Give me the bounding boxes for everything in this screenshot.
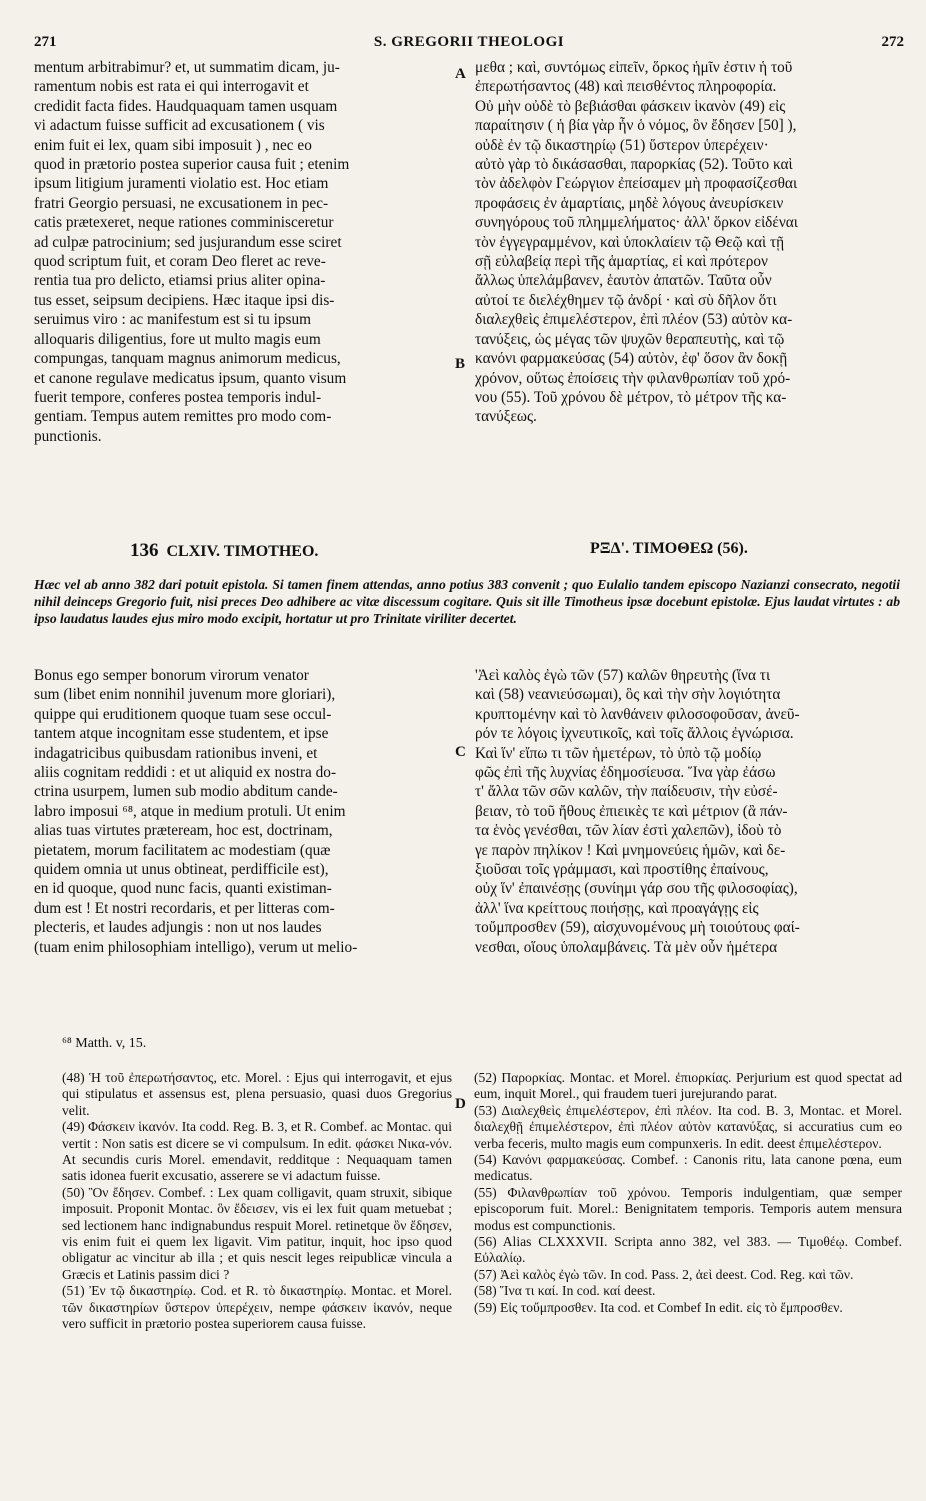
greek-letter-line: ξιοῦσαι τοῖς γράμμασι, καὶ προστίθης ἐπαίνους, — [475, 861, 769, 879]
latin-text-line: rentia tua pro delicto, etiamsi prius aliter opina- — [34, 272, 326, 290]
latin-text-line: tus esset, seipsum decipiens. Hæc itaque ipsi dis- — [34, 291, 335, 309]
footnotes-left — [62, 1070, 452, 1333]
footnote: (58) Ἵνα τι καί. In cod. καί deest. — [474, 1283, 656, 1299]
latin-letter-line: (tuam enim philosophiam intelligo), verum ut melio- — [34, 938, 358, 956]
greek-letter-line: κρυπτομένην καὶ τὸ λανθάνειν φιλοσοφοῦσαν, ἀνεῦ- — [475, 705, 800, 723]
greek-letter-line: γε παρὸν πηλίκον ! Καὶ μνημονεύεις ἡμῶν, καὶ δε- — [475, 841, 786, 859]
latin-text-line: enim fuit ei lex, quam sibi imposuit ) , nec eo — [34, 136, 312, 154]
latin-letter-heading — [130, 540, 318, 562]
greek-letter-line: φῶς ἐπὶ τῆς λυχνίας ἐδημοσίευσα. Ἵνα γὰρ ἐάσω — [475, 764, 776, 782]
latin-letter-line: aliis cognitam reddidi : et ut aliquid ex nostra do- — [34, 764, 337, 782]
greek-letter-line: τα ἑνὸς γενέσθαι, τῶν λίαν ἐστὶ χαλεπῶν), ἰδοὺ τὸ — [475, 822, 782, 840]
greek-letter-text — [475, 666, 901, 957]
greek-text-line: τὸν ἀδελφὸν Γεώργιον ἐπείσαμεν μὴ προφασίζεσθαι — [475, 175, 798, 193]
editorial-introduction: Hæc vel ab anno 382 dari potuit epistola. Si tamen finem attendas, anno potius 383 convenit ; quo Eulalio tandem episcopo Nazianzi consecrato, negotii nihil deinceps Gregorio fuit, nisi preces Deo adhibere ac vitæ discessum cogitare. Quis sit ille Timotheus ipsæ docebunt epistolæ. Ejus laudat virtutes : ab ipso laudatus laudes ejus miro modo excipit, hortatur ut pro Trinitate viriliter decertet. — [34, 577, 900, 626]
footnote: (54) Κανόνι φαρμακεύσας. Combef. : Canonis ritu, lata canone pœna, eum medicatus. — [474, 1152, 902, 1184]
footnote: (56) Alias CLXXXVII. Scripta anno 382, vel 383. — Τιμοθέῳ. Combef. Εὐλαλίῳ. — [474, 1234, 902, 1266]
latin-text-line: seruimus viro : ac manifestum est si tu ipsum — [34, 311, 312, 329]
latin-letter-line: labro imposui ⁶⁸, atque in medium protuli. Ut enim — [34, 802, 346, 820]
greek-text-line: συνηγόρους τοῦ πλημμελήματος· ἀλλ' ὅρκον εἰδέναι — [475, 214, 798, 232]
greek-text-line: χρόνον, οὕτως ἐποίσεις τὴν φιλανθρωπίαν τοῦ χρό- — [475, 369, 791, 387]
footnote: (52) Παρορκίας. Montac. et Morel. ἐπιορκίας. Perjurium est quod spectat ad eum, inquit Morel., qui fraudem tueri jurejurando parat. — [474, 1070, 902, 1102]
footnote: (53) Διαλεχθεὶς ἐπιμελέστερον, ἐπὶ πλέον. Ita cod. B. 3, Montac. et Morel. διαλεχθῇ ἐπιμελέστερον, ἐπὶ πλέον αὐτὸν κατανύξας, si accuratius cum eo verba feceris, multo magis eum compunxeris. In edit. deest ἐπιμελέστερον. — [474, 1102, 902, 1151]
greek-letter-line: νεσθαι, οἵους ὑπολαμβάνεις. Τὰ μὲν οὖν ἡμέτερα — [475, 938, 778, 956]
latin-text-line: alloquaris diligentius, fore ut multo magis eum — [34, 330, 321, 348]
latin-letter-line: pietatem, morum facilitatem ac modestiam (quæ — [34, 841, 331, 859]
latin-text-line: ad culpæ patrocinium; sed jusjurandum esse sciret — [34, 233, 342, 251]
latin-column-top — [34, 58, 452, 446]
greek-text-line: προφάσεις ἐν ἁμαρτίαις, μηδὲ λόγους ἀνευρίσκειν — [475, 194, 784, 212]
latin-text-line: gentiam. Tempus autem remittes pro modo com- — [34, 408, 332, 426]
left-page-number: 271 — [34, 34, 57, 50]
greek-letter-heading: ΡΞΔ'. ΤΙΜΟΘΕΩ (56). — [590, 540, 748, 557]
margin-marker-d: D — [455, 1096, 466, 1112]
latin-text-line: fuerit tempore, conferes postea temporis indul- — [34, 388, 322, 406]
greek-letter-line: ἀλλ' ἵνα κρείττους ποιήσῃς, καὶ προαγάγῃς εἰς — [475, 899, 759, 917]
latin-text-line: ramentum nobis est rata ei qui interrogavit et — [34, 78, 309, 96]
greek-text-line: ἐπερωτήσαντος (48) καὶ πεισθέντος πληροφορία. — [475, 78, 777, 96]
greek-text-line: διαλεχθεὶς ἐπιμελέστερον, ἐπὶ πλέον (53) αὐτὸν κα- — [475, 311, 793, 329]
footnote: (59) Εἰς τοὔμπροσθεν. Ita cod. et Combef In edit. εἰς τὸ ἔμπροσθεν. — [474, 1299, 843, 1315]
latin-letter-line: plecteris, et laudes adjungis : non ut nos laudes — [34, 919, 322, 937]
footnote: (55) Φιλανθρωπίαν τοῦ χρόνου. Temporis indulgentiam, quæ semper episcoporum fuit. Morel.: Benignitatem temporis. Temporis autem mensura modus est compunctionis. — [474, 1184, 902, 1233]
greek-text-line: σῇ εὐλαβείᾳ περὶ τῆς ἁμαρτίας, εἰ καὶ πρότερον — [475, 253, 768, 271]
greek-letter-line: τ' ἄλλα τῶν σῶν καλῶν, τὴν παίδευσιν, τὴν εὐσέ- — [475, 783, 778, 801]
scripture-footnote: ⁶⁸ Matth. v, 15. — [62, 1036, 147, 1051]
greek-text-line: οὐδὲ ἐν τῷ δικαστηρίῳ (51) ὕστερον ὑπερέχειν· — [475, 136, 769, 154]
latin-text-line: punctionis. — [34, 427, 102, 445]
latin-text-line: vi adactum fuisse sufficit ad excusationem ( vis — [34, 117, 325, 135]
greek-letter-line: οὐχ ἵν' ἐπαινέσῃς (συνίημι γάρ σου τῆς φιλοσοφίας), — [475, 880, 798, 898]
footnote: (49) Φάσκειν ἱκανόν. Ita codd. Reg. B. 3, et R. Combef. ac Montac. qui vertit : Non satis est dicere se vi compulsum. In edit. φάσκει Νικα-νόν. At secundis curis Morel. emendavit, redditque : Nequaquam tamen satis idonea fuerit excusatio, asserere se vi adactum fuisse. — [62, 1119, 452, 1184]
right-page-number: 272 — [881, 34, 904, 50]
greek-text-line: αὐτοί τε διελέχθημεν τῷ ἀνδρί · καὶ σὺ δῆλον ὅτι — [475, 291, 777, 309]
latin-text-line: quod in prætorio postea superior causa fuit ; etenim — [34, 156, 350, 174]
latin-letter-line: sum (libet enim nonnihil juvenum more gloriari), — [34, 686, 336, 704]
latin-letter-line: dum est ! Et nostri recordaris, et per litteras com- — [34, 899, 335, 917]
greek-column-top — [475, 58, 901, 427]
greek-text-line: τὸν ἐγγεγραμμένον, καὶ ὑποκλαίειν τῷ Θεῷ καὶ τῇ — [475, 233, 785, 251]
letter-number: 136 — [130, 540, 159, 561]
running-header — [34, 34, 904, 56]
footnote: (57) Ἀεὶ καλὸς ἐγὼ τῶν. In cod. Pass. 2, ἀεὶ deest. Cod. Reg. καὶ τῶν. — [474, 1266, 854, 1282]
greek-text-line: αὐτὸ γὰρ τὸ δικάσασθαι, παρορκίας (52). Τοῦτο καὶ — [475, 156, 793, 174]
latin-letter-line: indagatricibus quibusdam rationibus inveni, et — [34, 744, 318, 762]
latin-text-line: catis prætexeret, neque rationes comminisceretur — [34, 214, 334, 232]
latin-letter-line: Bonus ego semper bonorum virorum venator — [34, 667, 309, 684]
latin-text-line: credidit facta fides. Haudquaquam tamen usquam — [34, 97, 338, 115]
margin-marker-a: A — [455, 66, 466, 82]
latin-letter-line: quidem omnia ut unus obtineat, perdifficile est), — [34, 861, 329, 879]
greek-letter-line: ρόν τε λόγοις ἰχνευτικοῖς, καὶ τοῖς ἄλλοις ἐγνώρισα. — [475, 725, 794, 743]
latin-text-line: quod scriptum fuit, et coram Deo fleret ac reve- — [34, 253, 326, 271]
greek-letter-line: βειαν, τὸ τοῦ ἤθους ἐπιεικὲς τε καὶ μέτριον (ἃ πάν- — [475, 802, 788, 820]
latin-letter-title: CLXIV. TIMOTHEO. — [166, 543, 319, 560]
margin-marker-b: B — [455, 356, 466, 372]
greek-letter-line: τοὔμπροσθεν (59), αἰσχυνομένους μὴ τοιούτους φαί- — [475, 919, 800, 937]
latin-letter-text — [34, 666, 452, 957]
latin-text-line: mentum arbitrabimur? et, ut summatim dicam, ju- — [34, 59, 340, 76]
latin-text-line: compungas, tanquam magnus animorum medicus, — [34, 350, 341, 368]
greek-text-line: τανύξεως. — [475, 408, 537, 426]
latin-letter-line: ctrina usurpem, lumen sub modio abditum cande- — [34, 783, 338, 801]
greek-text-line: νου (55). Τοῦ χρόνου δὲ μέτρον, τὸ μέτρον τῆς κα- — [475, 388, 787, 406]
greek-text-line: μεθα ; καὶ, συντόμως εἰπεῖν, ὅρκος ἡμῖν ἐστιν ἡ τοῦ — [475, 59, 793, 76]
greek-text-line: τανύξεις, ὡς μέγας τῶν ψυχῶν θεραπευτὴς, καὶ τῷ — [475, 330, 785, 348]
latin-letter-line: alias tuas virtutes præteream, hoc est, doctrinam, — [34, 822, 333, 840]
latin-text-line: et canone regulave medicatus ipsum, quanto visum — [34, 369, 347, 387]
footnotes-right — [474, 1070, 902, 1316]
margin-marker-c: C — [455, 744, 466, 760]
latin-letter-line: quippe qui eruditionem quoque tuam sese occul- — [34, 705, 332, 723]
greek-text-line: παραίτησιν ( ἡ βία γὰρ ἦν ὁ νόμος, ὃν ἔδησεν [50] ), — [475, 117, 797, 135]
latin-text-line: ipsum litigium juramenti violatio est. Hoc etiam — [34, 175, 329, 193]
greek-text-line: Οὐ μὴν οὐδὲ τὸ βεβιάσθαι φάσκειν ἱκανὸν (49) εἰς — [475, 97, 786, 115]
latin-text-line: fratri Georgio persuasi, ne excusationem in pec- — [34, 194, 329, 212]
footnote: (48) Ἡ τοῦ ἐπερωτήσαντος, etc. Morel. : Ejus qui interrogavit, et ejus qui stipulatus et assensus est, plena persuasio, quasi duos Gregorius velit. — [62, 1070, 452, 1118]
running-title: S. GREGORII THEOLOGI — [373, 34, 565, 50]
latin-letter-line: tantem atque incognitam esse studentem, et ipse — [34, 725, 329, 743]
greek-letter-line: καὶ (58) νεανιεύσωμαι), ὃς καὶ τὴν σὴν λογιότητα — [475, 686, 781, 704]
footnote: (50) Ὃν ἔδησεν. Combef. : Lex quam colligavit, quam struxit, sibique imposuit. Proponit Montac. ὃν ἔδεισεν, vis ei lex fuit quam metuebat ; sed lectionem hanc indignabundus respuit Morel. retinetque ὃν ἔδησεν, vis enim fuit ei quem lex ligavit. Vim patitur, inquit, hoc ipso quod obligatur ac vincitur ab illa ; et quis nescit leges reipublicæ vincula a Græcis et Latinis passim dici ? — [62, 1184, 452, 1282]
footnote: (51) Ἐν τῷ δικαστηρίῳ. Cod. et R. τὸ δικαστηρίῳ. Montac. et Morel. τῶν δικαστηρίων ὕστερον ὑπερέχειν, nempe φάσκειν ἱκανόν, neque vero sufficit in prætorio postea superiorem causa fuisse. — [62, 1283, 452, 1332]
greek-text-line: κανόνι φαρμακεύσας (54) αὐτὸν, ἐφ' ὅσον ἂν δοκῇ — [475, 350, 788, 368]
greek-letter-line: 'Ἀεὶ καλὸς ἐγὼ τῶν (57) καλῶν θηρευτὴς (ἵνα τι — [475, 667, 771, 684]
greek-letter-line: Καὶ ἵν' εἴπω τι τῶν ἡμετέρων, τὸ ὑπὸ τῷ μοδίῳ — [475, 744, 762, 762]
latin-letter-line: en id quoque, quod nunc facis, quanti existiman- — [34, 880, 332, 898]
greek-text-line: ἄλλως ὑπελάμβανεν, ἑαυτὸν ἀπατῶν. Ταῦτα οὖν — [475, 272, 772, 290]
